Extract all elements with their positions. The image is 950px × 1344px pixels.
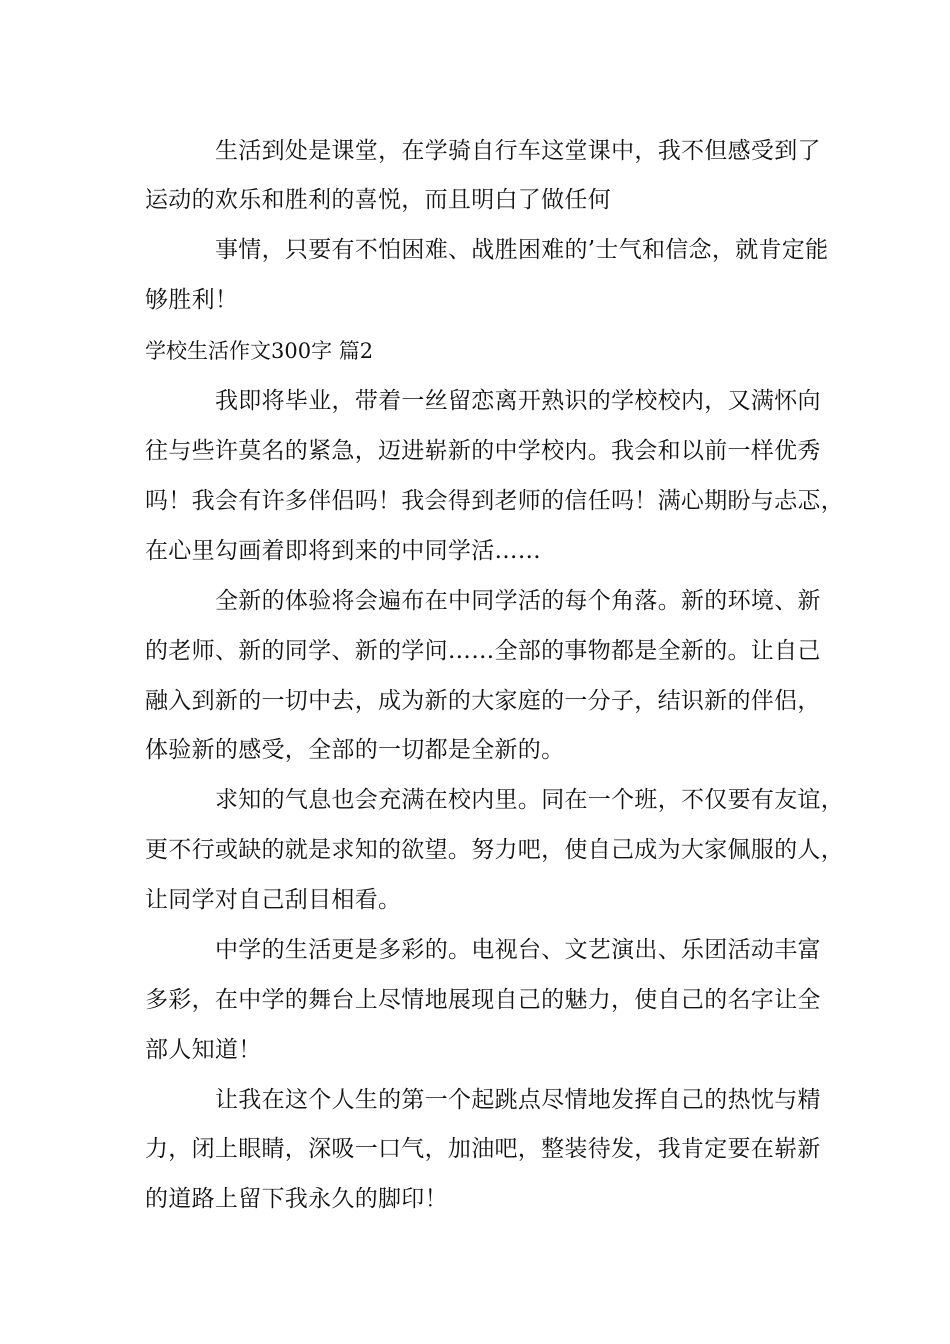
paragraph-3-line-2: 更不行或缺的就是求知的欲望。努力吧，使自己成为大家佩服的人， [145, 837, 844, 863]
paragraph-4-line-1: 中学的生活更是多彩的。电视台、文艺演出、乐团活动丰富 [215, 937, 821, 963]
paragraph-3-line-1: 求知的气息也会充满在校内里。同在一个班，不仅要有友谊， [215, 787, 845, 813]
paragraph-5-line-2: 力，闭上眼睛，深吸一口气，加油吧，整装待发，我肯定要在崭新 [145, 1136, 821, 1162]
intro-paragraph-1-line-1: 生活到处是课堂，在学骑自行车这堂课中，我不但感受到了 [215, 138, 821, 164]
paragraph-1-line-3: 吗！我会有许多伴侣吗！我会得到老师的信任吗！满心期盼与忐忑， [145, 488, 844, 514]
paragraph-2-line-2: 的老师、新的同学、新的学问……全部的事物都是全新的。让自己 [145, 638, 821, 664]
paragraph-3-line-3: 让同学对自己刮目相看。 [145, 887, 402, 913]
intro-paragraph-2-line-1: 事情，只要有不怕困难、战胜困难的’士气和信念，就肯定能 [215, 237, 829, 263]
paragraph-1-line-2: 往与些许莫名的紧急，迈进崭新的中学校内。我会和以前一样优秀 [145, 438, 821, 464]
paragraph-4-line-2: 多彩，在中学的舞台上尽情地展现自己的魅力，使自己的名字让全 [145, 987, 821, 1013]
paragraph-2-line-1: 全新的体验将会遍布在中同学活的每个角落。新的环境、新 [215, 588, 821, 614]
paragraph-2-line-3: 融入到新的一切中去，成为新的大家庭的一分子，结识新的伴侣， [145, 688, 821, 714]
paragraph-1-line-4: 在心里勾画着即将到来的中同学活…… [145, 538, 542, 564]
paragraph-4-line-3: 部人知道！ [145, 1037, 262, 1063]
paragraph-2-line-4: 体验新的感受，全部的一切都是全新的。 [145, 737, 565, 763]
intro-paragraph-2-line-2: 够胜利！ [145, 287, 239, 313]
intro-paragraph-1-line-2: 运动的欢乐和胜利的喜悦，而且明白了做任何 [145, 187, 611, 213]
paragraph-5-line-3: 的道路上留下我永久的脚印！ [145, 1186, 448, 1212]
section-heading: 学校生活作文300字 篇2 [145, 339, 374, 363]
paragraph-1-line-1: 我即将毕业，带着一丝留恋离开熟识的学校校内，又满怀向 [215, 388, 821, 414]
paragraph-5-line-1: 让我在这个人生的第一个起跳点尽情地发挥自己的热忱与精 [215, 1087, 821, 1113]
